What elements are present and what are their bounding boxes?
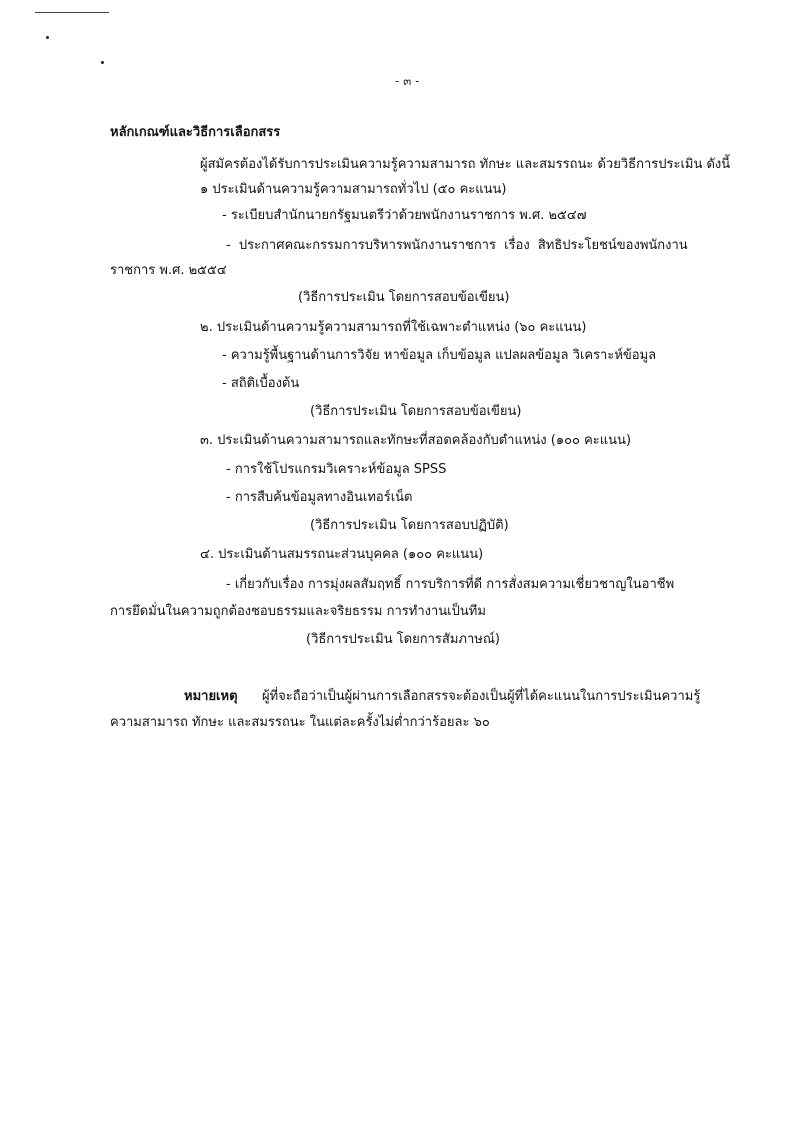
header-rule (35, 12, 109, 13)
intro-text: ผู้สมัครต้องได้รับการประเมินความรู้ความสามารถ ทักษะ และสมรรถนะ ด้วยวิธีการประเมิน ดังนี้ (200, 157, 731, 172)
criterion-4-title: ๔. ประเมินด้านสมรรถนะส่วนบุคคล (๑๐๐ คะแนน) (200, 547, 484, 562)
criterion-1-item: - ประกาศคณะกรรมการบริหารพนักงานราชการ เรื่อง สิทธิประโยชน์ของพนักงาน (226, 238, 688, 253)
criterion-1-continuation: ราชการ พ.ศ. ๒๕๕๔ (110, 263, 227, 278)
criterion-1-method: (วิธีการประเมิน โดยการสอบข้อเขียน) (298, 290, 510, 305)
criterion-2-title: ๒. ประเมินด้านความรู้ความสามารถที่ใช้เฉพาะตำแหน่ง (๖๐ คะแนน) (200, 320, 587, 335)
scan-mark (46, 36, 49, 39)
criterion-4-item: - เกี่ยวกับเรื่อง การมุ่งผลสัมฤทธิ์ การบริการที่ดี การสั่งสมความเชี่ยวชาญในอาชีพ (226, 577, 675, 592)
note-continuation: ความสามารถ ทักษะ และสมรรถนะ ในแต่ละครั้งไม่ต่ำกว่าร้อยละ ๖๐ (110, 715, 490, 730)
criterion-4-method: (วิธีการประเมิน โดยการสัมภาษณ์) (306, 632, 500, 647)
criterion-3-method: (วิธีการประเมิน โดยการสอบปฏิบัติ) (310, 518, 509, 533)
note-label: หมายเหตุ (184, 689, 238, 704)
criterion-3-title: ๓. ประเมินด้านความสามารถและทักษะที่สอดคล้องกับตำแหน่ง (๑๐๐ คะแนน) (200, 433, 632, 448)
scan-mark (101, 61, 104, 64)
criterion-2-method: (วิธีการประเมิน โดยการสอบข้อเขียน) (310, 404, 522, 419)
criterion-4-continuation: การยึดมั่นในความถูกต้องชอบธรรมและจริยธรรม การทำงานเป็นทีม (110, 604, 486, 619)
criterion-2-item: - ความรู้พื้นฐานด้านการวิจัย หาข้อมูล เก็บข้อมูล แปลผลข้อมูล วิเคราะห์ข้อมูล (222, 348, 657, 363)
criterion-3-item: - การสืบค้นข้อมูลทางอินเทอร์เน็ต (226, 490, 413, 505)
criterion-2-item: - สถิติเบื้องต้น (222, 376, 300, 391)
section-heading: หลักเกณฑ์และวิธีการเลือกสรร (110, 125, 281, 140)
page-number: - ๓ - (395, 74, 420, 88)
criterion-1-title: ๑ ประเมินด้านความรู้ความสามารถทั่วไป (๕๐ คะแนน) (200, 182, 507, 197)
note-text: ผู้ที่จะถือว่าเป็นผู้ผ่านการเลือกสรรจะต้องเป็นผู้ที่ได้คะแนนในการประเมินความรู้ (262, 689, 701, 704)
criterion-1-item: - ระเบียบสำนักนายกรัฐมนตรีว่าด้วยพนักงานราชการ พ.ศ. ๒๕๔๗ (222, 208, 587, 223)
criterion-3-item: - การใช้โปรแกรมวิเคราะห์ข้อมูล SPSS (226, 462, 447, 477)
